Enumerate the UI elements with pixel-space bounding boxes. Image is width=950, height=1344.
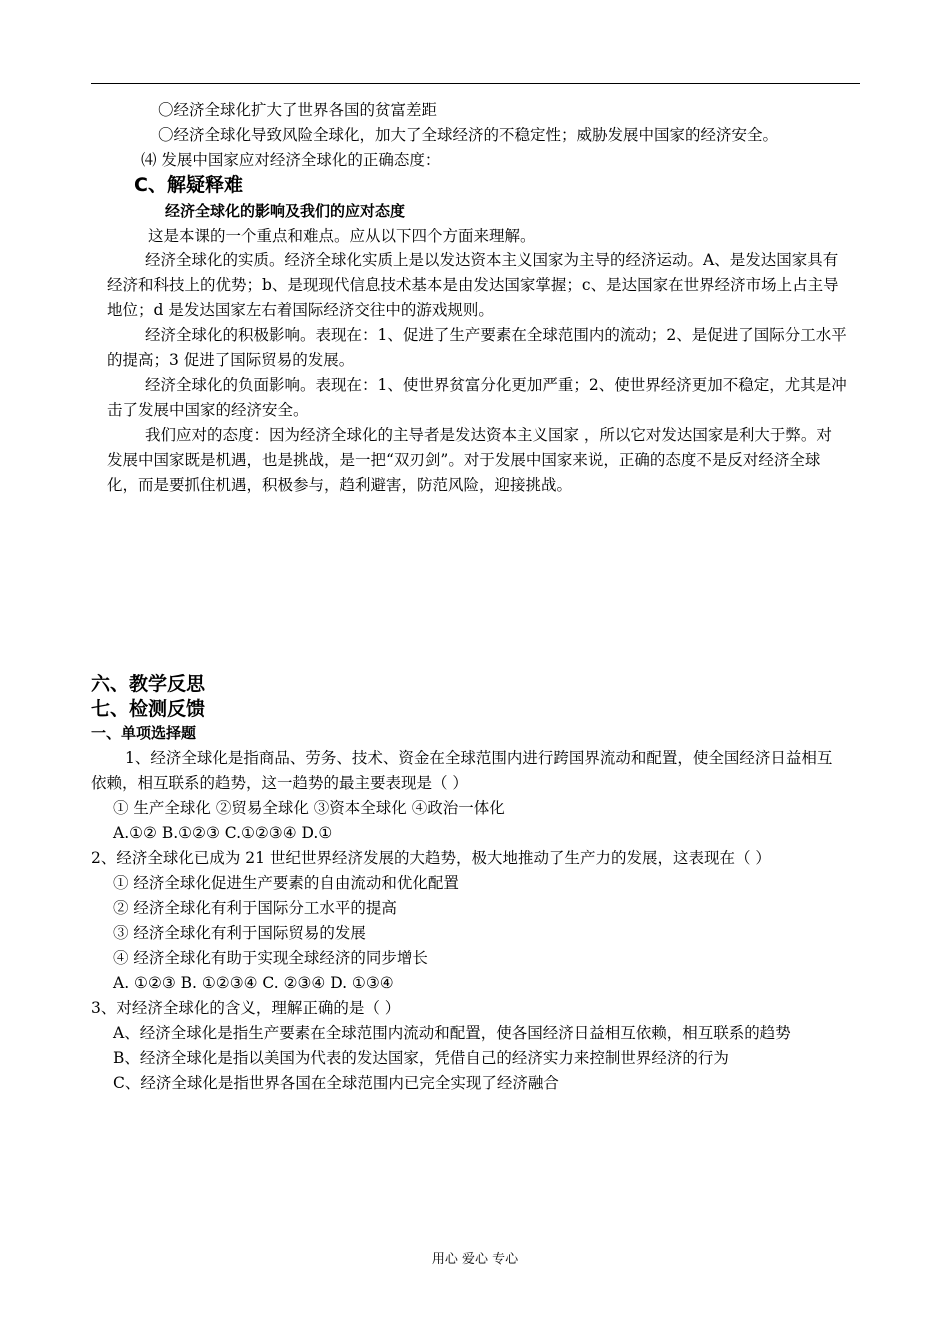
para-attitude-line2: 发展中国家既是机遇，也是挑战，是一把“双刃剑”。对于发展中国家来说，正确的态度不是反对经济全球 — [107, 451, 821, 469]
q2-item-1: ① 经济全球化促进生产要素的自由流动和优化配置 — [113, 874, 459, 892]
q3-option-a: A、经济全球化是指生产要素在全球范围内流动和配置，使各国经济日益相互依赖，相互联系的趋势 — [113, 1024, 791, 1042]
q2-stem: 2、经济全球化已成为 21 世纪世界经济发展的大趋势，极大地推动了生产力的发展，这表现在（ ） — [91, 849, 771, 867]
bullet-risk: 〇经济全球化导致风险全球化，加大了全球经济的不稳定性；威胁发展中国家的经济安全。 — [158, 126, 779, 144]
q3-stem: 3、对经济全球化的含义，理解正确的是（ ） — [91, 999, 401, 1017]
header-rule — [91, 83, 860, 84]
section-c-heading: C、解疑释难 — [134, 174, 243, 196]
para-essence-line3: 地位；d 是发达国家左右着国际经济交往中的游戏规则。 — [107, 301, 494, 319]
q1-stem-line1: 1、经济全球化是指商品、劳务、技术、资金在全球范围内进行跨国界流动和配置，使全国经济日益相互 — [125, 749, 833, 767]
item-4-attitude: ⑷ 发展中国家应对经济全球化的正确态度： — [141, 151, 441, 169]
q2-item-4: ④ 经济全球化有助于实现全球经济的同步增长 — [113, 949, 428, 967]
section-6-heading: 六、教学反思 — [91, 673, 206, 695]
q2-item-3: ③ 经济全球化有利于国际贸易的发展 — [113, 924, 366, 942]
section-7-heading: 七、检测反馈 — [91, 698, 206, 720]
single-choice-heading: 一、单项选择题 — [91, 724, 197, 742]
page-footer: 用心 爱心 专心 — [431, 1252, 519, 1267]
para-positive-line2: 的提高；3 促进了国际贸易的发展。 — [107, 351, 355, 369]
para-positive-line1: 经济全球化的积极影响。表现在：1、促进了生产要素在全球范围内的流动；2、是促进了国际分工水平 — [145, 326, 847, 344]
q1-options: A.①② B.①②③ C.①②③④ D.① — [113, 824, 333, 842]
q1-stem-line2: 依赖，相互联系的趋势，这一趋势的最主要表现是（ ） — [91, 774, 468, 792]
para-negative-line2: 击了发展中国家的经济安全。 — [107, 401, 309, 419]
q2-item-2: ② 经济全球化有利于国际分工水平的提高 — [113, 899, 397, 917]
para-negative-line1: 经济全球化的负面影响。表现在：1、使世界贫富分化更加严重；2、使世界经济更加不稳定，尤其是冲 — [145, 376, 847, 394]
para-attitude-line3: 化，而是要抓住机遇，积极参与，趋利避害，防范风险，迎接挑战。 — [107, 476, 573, 494]
para-essence-line1: 经济全球化的实质。经济全球化实质上是以发达资本主义国家为主导的经济运动。A、是发达国家具有 — [145, 251, 839, 269]
section-c-subheading: 经济全球化的影响及我们的应对态度 — [165, 202, 406, 220]
para-attitude-line1: 我们应对的态度：因为经济全球化的主导者是发达资本主义国家 ，所以它对发达国家是利大于弊。对 — [145, 426, 832, 444]
q2-options: A. ①②③ B. ①②③④ C. ②③④ D. ①③④ — [113, 974, 394, 992]
q1-items: ① 生产全球化 ②贸易全球化 ③资本全球化 ④政治一体化 — [113, 799, 505, 817]
para-essence-line2: 经济和科技上的优势；b、是现现代信息技术基本是由发达国家掌握；c、是达国家在世界经济市场上占主导 — [107, 276, 839, 294]
bullet-wealth-gap: 〇经济全球化扩大了世界各国的贫富差距 — [158, 101, 438, 119]
intro-text: 这是本课的一个重点和难点。应从以下四个方面来理解。 — [148, 227, 536, 245]
q3-option-b: B、经济全球化是指以美国为代表的发达国家，凭借自己的经济实力来控制世界经济的行为 — [113, 1049, 729, 1067]
q3-option-c: C、经济全球化是指世界各国在全球范围内已完全实现了经济融合 — [113, 1074, 559, 1092]
